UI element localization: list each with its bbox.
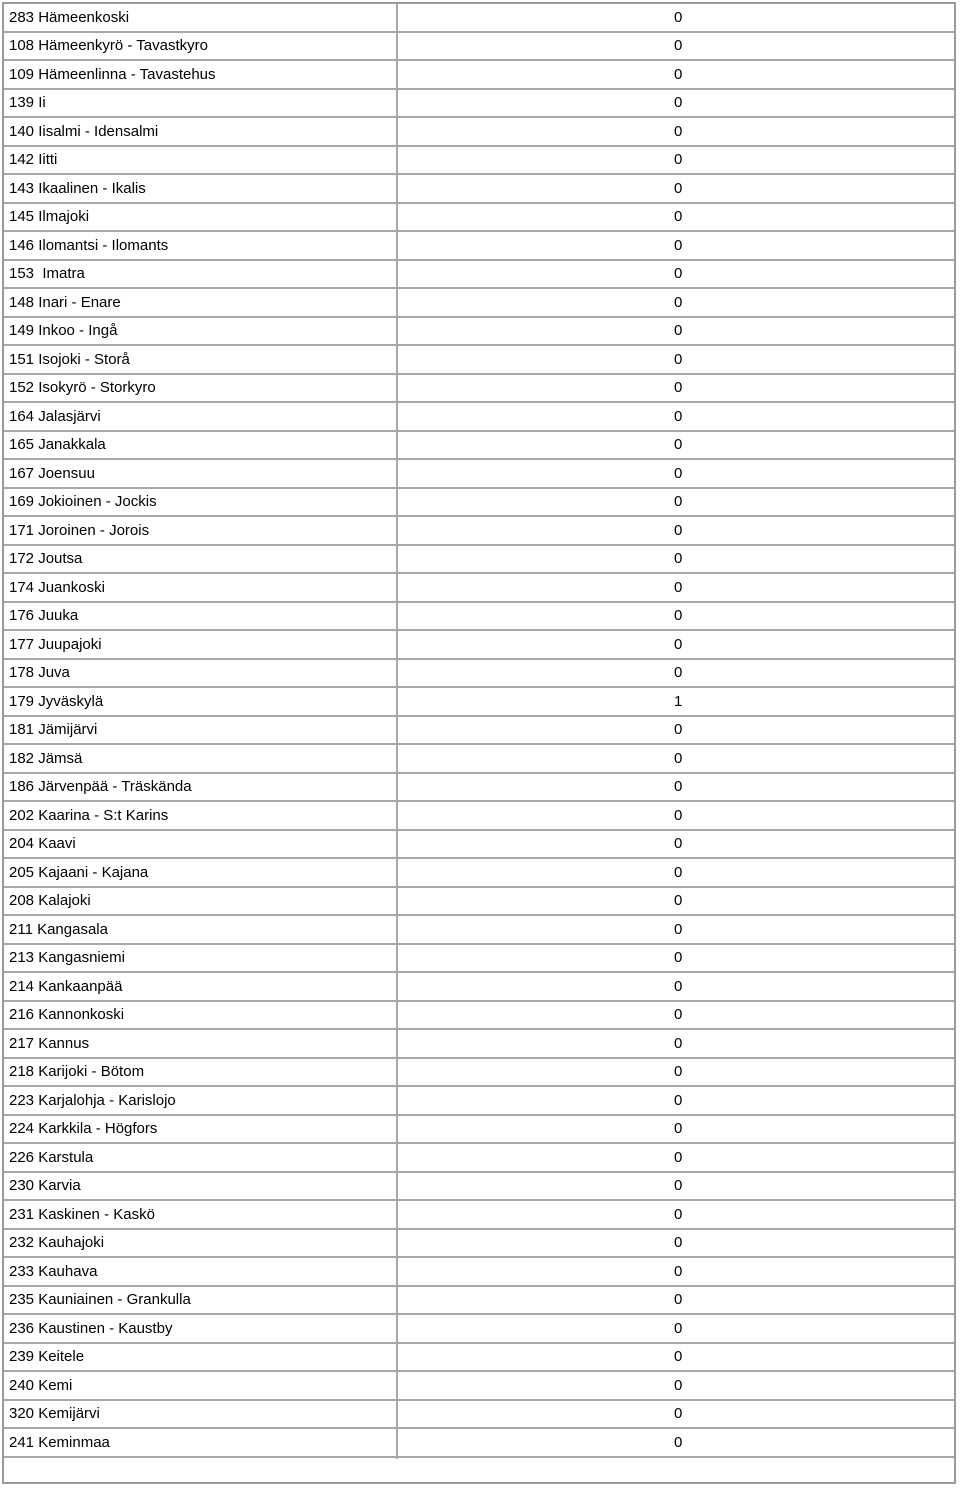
municipality-name: 217 Kannus (9, 1034, 90, 1052)
table-row (4, 232, 954, 261)
municipality-name: 232 Kauhajoki (9, 1234, 105, 1252)
municipality-value: 0 (674, 1205, 683, 1223)
municipality-value: 0 (674, 578, 683, 596)
table-row (4, 1030, 954, 1059)
municipality-value: 0 (674, 1433, 683, 1451)
municipality-value: 0 (674, 350, 683, 368)
table-row (4, 1230, 954, 1259)
municipality-name: 241 Keminmaa (9, 1433, 110, 1451)
municipality-value: 0 (674, 863, 683, 881)
municipality-value: 0 (674, 721, 683, 739)
table-row (4, 289, 954, 318)
municipality-name: 165 Janakkala (9, 436, 106, 454)
table-row (4, 33, 954, 62)
municipality-value: 0 (674, 521, 683, 539)
municipality-value: 0 (674, 236, 683, 254)
municipality-name: 164 Jalasjärvi (9, 407, 101, 425)
municipality-name: 216 Kannonkoski (9, 1006, 125, 1024)
table-row (4, 1002, 954, 1031)
municipality-name: 153 Imatra (9, 265, 85, 283)
table-row (4, 717, 954, 746)
municipality-name: 223 Karjalohja - Karislojo (9, 1091, 176, 1109)
municipality-name: 224 Karkkila - Högfors (9, 1120, 158, 1138)
municipality-name: 211 Kangasala (9, 920, 108, 938)
municipality-value: 0 (674, 208, 683, 226)
municipality-name: 146 Ilomantsi - Ilomants (9, 236, 169, 254)
municipality-name: 186 Järvenpää - Träskända (9, 778, 192, 796)
table-row (4, 204, 954, 233)
municipality-value: 0 (674, 749, 683, 767)
municipality-name: 218 Karijoki - Bötom (9, 1063, 145, 1081)
municipality-value: 0 (674, 1034, 683, 1052)
municipality-value: 0 (674, 8, 683, 26)
municipality-name: 151 Isojoki - Storå (9, 350, 130, 368)
municipality-value: 0 (674, 1319, 683, 1337)
table-row (4, 403, 954, 432)
municipality-name: 148 Inari - Enare (9, 293, 121, 311)
municipality-name: 140 Iisalmi - Idensalmi (9, 122, 159, 140)
municipality-value: 0 (674, 806, 683, 824)
table-row (4, 802, 954, 831)
municipality-name: 174 Juankoski (9, 578, 105, 596)
municipality-value: 0 (674, 1262, 683, 1280)
municipality-value: 0 (674, 179, 683, 197)
table-row (4, 147, 954, 176)
table-row (4, 945, 954, 974)
municipality-name: 239 Keitele (9, 1348, 85, 1366)
municipality-value: 0 (674, 65, 683, 83)
municipality-value: 0 (674, 835, 683, 853)
municipality-name: 152 Isokyrö - Storkyro (9, 379, 156, 397)
table-row (4, 603, 954, 632)
table-row (4, 916, 954, 945)
table-row (4, 517, 954, 546)
municipality-value: 0 (674, 151, 683, 169)
table-row (4, 90, 954, 119)
municipality-value: 0 (674, 1148, 683, 1166)
municipality-value: 0 (674, 379, 683, 397)
table-row (4, 61, 954, 90)
municipality-value: 0 (674, 94, 683, 112)
table-row (4, 1401, 954, 1430)
table-row (4, 1258, 954, 1287)
table-row (4, 1429, 954, 1458)
municipality-name: 142 Iitti (9, 151, 58, 169)
municipality-name: 108 Hämeenkyrö - Tavastkyro (9, 37, 208, 55)
municipality-name: 204 Kaavi (9, 835, 76, 853)
municipality-name: 283 Hämeenkoski (9, 8, 130, 26)
table-row (4, 574, 954, 603)
table-row (4, 1116, 954, 1145)
municipality-value: 0 (674, 122, 683, 140)
municipality-value: 0 (674, 664, 683, 682)
municipality-name: 171 Joroinen - Jorois (9, 521, 150, 539)
municipality-name: 214 Kankaanpää (9, 977, 123, 995)
table-body (4, 4, 954, 1458)
table-row (4, 346, 954, 375)
municipality-value: 1 (674, 692, 683, 710)
table-row (4, 1059, 954, 1088)
table-row (4, 831, 954, 860)
municipality-name: 235 Kauniainen - Grankulla (9, 1291, 191, 1309)
table-row (4, 175, 954, 204)
municipality-name: 179 Jyväskylä (9, 692, 104, 710)
municipality-value: 0 (674, 1405, 683, 1423)
municipality-value: 0 (674, 1063, 683, 1081)
table-row (4, 318, 954, 347)
table-row (4, 432, 954, 461)
municipality-name: 233 Kauhava (9, 1262, 98, 1280)
table-row (4, 973, 954, 1002)
municipality-value: 0 (674, 37, 683, 55)
municipality-value: 0 (674, 464, 683, 482)
municipality-name: 182 Jämsä (9, 749, 83, 767)
table-row (4, 660, 954, 689)
municipality-value: 0 (674, 1376, 683, 1394)
table-row (4, 1315, 954, 1344)
municipality-table (2, 2, 956, 1484)
table-row (4, 1173, 954, 1202)
municipality-name: 181 Jämijärvi (9, 721, 98, 739)
municipality-value: 0 (674, 1177, 683, 1195)
table-row (4, 460, 954, 489)
municipality-name: 202 Kaarina - S:t Karins (9, 806, 169, 824)
table-row (4, 774, 954, 803)
municipality-name: 172 Joutsa (9, 550, 83, 568)
table-row (4, 489, 954, 518)
municipality-value: 0 (674, 607, 683, 625)
table-row (4, 688, 954, 717)
municipality-value: 0 (674, 920, 683, 938)
table-row (4, 1344, 954, 1373)
municipality-value: 0 (674, 778, 683, 796)
municipality-name: 109 Hämeenlinna - Tavastehus (9, 65, 216, 83)
municipality-value: 0 (674, 407, 683, 425)
municipality-name: 231 Kaskinen - Kaskö (9, 1205, 155, 1223)
municipality-value: 0 (674, 949, 683, 967)
municipality-name: 230 Karvia (9, 1177, 81, 1195)
table-row (4, 261, 954, 290)
municipality-name: 145 Ilmajoki (9, 208, 90, 226)
table-row (4, 4, 954, 33)
municipality-name: 226 Karstula (9, 1148, 94, 1166)
table-row (4, 118, 954, 147)
municipality-value: 0 (674, 293, 683, 311)
municipality-name: 176 Juuka (9, 607, 79, 625)
municipality-value: 0 (674, 436, 683, 454)
municipality-name: 240 Kemi (9, 1376, 73, 1394)
municipality-value: 0 (674, 550, 683, 568)
municipality-value: 0 (674, 322, 683, 340)
municipality-value: 0 (674, 1291, 683, 1309)
table-row (4, 859, 954, 888)
municipality-value: 0 (674, 1006, 683, 1024)
municipality-name: 320 Kemijärvi (9, 1405, 100, 1423)
municipality-name: 169 Jokioinen - Jockis (9, 493, 157, 511)
table-row (4, 631, 954, 660)
table-row (4, 1201, 954, 1230)
municipality-name: 178 Juva (9, 664, 70, 682)
municipality-name: 167 Joensuu (9, 464, 95, 482)
municipality-value: 0 (674, 1234, 683, 1252)
table-row (4, 546, 954, 575)
table-row (4, 745, 954, 774)
municipality-value: 0 (674, 635, 683, 653)
table-row (4, 375, 954, 404)
municipality-name: 177 Juupajoki (9, 635, 102, 653)
municipality-name: 139 Ii (9, 94, 46, 112)
municipality-value: 0 (674, 1348, 683, 1366)
municipality-name: 149 Inkoo - Ingå (9, 322, 118, 340)
municipality-name: 213 Kangasniemi (9, 949, 125, 967)
table-row (4, 888, 954, 917)
municipality-name: 205 Kajaani - Kajana (9, 863, 149, 881)
municipality-value: 0 (674, 1091, 683, 1109)
table-row (4, 1087, 954, 1116)
municipality-name: 208 Kalajoki (9, 892, 91, 910)
municipality-value: 0 (674, 493, 683, 511)
table-row (4, 1372, 954, 1401)
municipality-value: 0 (674, 892, 683, 910)
municipality-value: 0 (674, 977, 683, 995)
municipality-value: 0 (674, 1120, 683, 1138)
municipality-name: 236 Kaustinen - Kaustby (9, 1319, 173, 1337)
municipality-value: 0 (674, 265, 683, 283)
table-row (4, 1144, 954, 1173)
table-row (4, 1287, 954, 1316)
municipality-name: 143 Ikaalinen - Ikalis (9, 179, 146, 197)
